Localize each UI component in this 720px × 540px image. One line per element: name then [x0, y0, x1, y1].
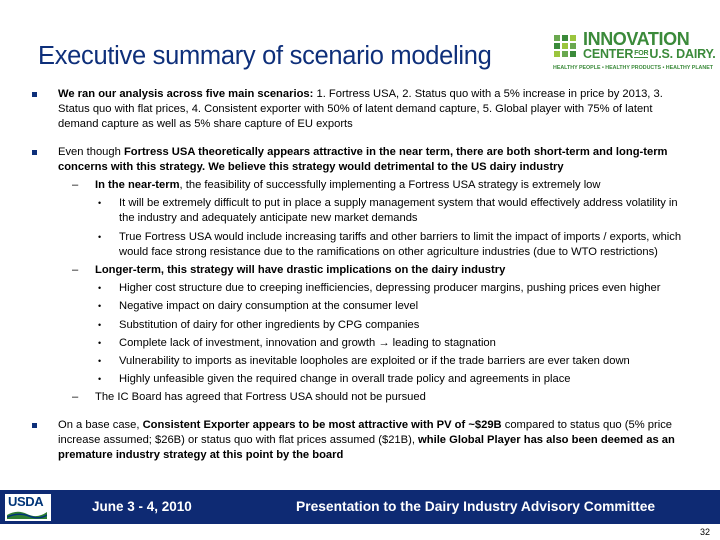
right-arrow-icon: →: [378, 336, 390, 349]
near-term-item: [30, 196, 692, 226]
longer-term-item-text: Highly unfeasible given the required change in overall trade policy and agreements in place: [119, 373, 571, 386]
dot-bullet-icon: •: [98, 356, 102, 367]
bullet-scenarios: [30, 87, 692, 133]
bullet-scenarios-bold: We ran our analysis across five main scenarios:: [58, 88, 314, 100]
longer-term-item: [30, 281, 692, 296]
near-term-item-text: True Fortress USA would include increasing tariffs and other barriers to limit the impact of imports / exports, which would face strong resistance due to the ramifications on other agriculture industries (due to WTO restrictions): [119, 230, 682, 258]
longer-term-item-stagnation: [30, 336, 692, 351]
near-term-item: [30, 230, 692, 260]
square-bullet-icon: [32, 92, 37, 97]
slide-content: [30, 87, 692, 463]
stagnation-post: leading to stagnation: [389, 336, 496, 349]
sub-longer-term-bold: Longer-term, this strategy will have drastic implications on the dairy industry: [95, 264, 506, 277]
sub-longer-term: [30, 263, 692, 278]
longer-term-item-text: Negative impact on dairy consumption at the consumer level: [119, 300, 419, 313]
bullet-base-case-mid: compared to status quo (5% price increase assumed; $26B) or status quo with flat prices assumed ($21B),: [58, 418, 673, 446]
bullet-base-case-pre: On a base case,: [58, 418, 143, 431]
sub-near-term-text: , the feasibility of successfully implementing a Fortress USA strategy is extremely low: [179, 179, 601, 192]
bullet-fortress-bold: Fortress USA theoretically appears attractive in the near term, there are both short-term and long-term concerns with this strategy. We believe this strategy would detrimental to the US dairy industry: [58, 145, 668, 173]
innovation-center-logo: [553, 29, 716, 74]
footer-date: June 3 - 4, 2010: [92, 499, 192, 514]
logo-usdairy-word: U.S. DAIRY.: [649, 47, 716, 61]
usda-wave-icon: [7, 509, 47, 519]
usda-logo-text: USDA: [8, 494, 44, 509]
logo-for-word: FOR: [634, 50, 649, 57]
dot-bullet-icon: •: [98, 283, 102, 294]
bullet-base-case-bold2: while Global Player has also been deemed as an premature industry strategy at this point by the board: [58, 433, 675, 462]
footer-presentation-title: Presentation to the Dairy Industry Advisory Committee: [296, 499, 656, 514]
bullet-fortress-pre: Even though: [58, 145, 124, 158]
bullet-base-case: [30, 418, 692, 464]
bullet-base-case-bold1: Consistent Exporter appears to be most attractive with PV of ~$29B: [142, 418, 502, 431]
page-number: 32: [700, 527, 711, 537]
longer-term-item-text: Vulnerability to imports as inevitable loopholes are exploited or if the trade barriers are ever taken down: [119, 355, 630, 368]
near-term-item-text: It will be extremely difficult to put in place a supply management system that would effectively address volatility in the industry and adequately anticipate new market demands: [119, 197, 678, 225]
dot-bullet-icon: •: [98, 301, 102, 312]
longer-term-item: [30, 318, 692, 333]
longer-term-item: [30, 354, 692, 369]
sub-board-agreed-text: The IC Board has agreed that Fortress USA should not be pursued: [95, 391, 426, 404]
stagnation-pre: Complete lack of investment, innovation and growth: [119, 336, 379, 349]
usda-logo: [5, 494, 51, 521]
dot-bullet-icon: •: [98, 231, 102, 242]
logo-wordmark-line1: INNOVATION: [583, 29, 690, 49]
longer-term-item-text: Higher cost structure due to creeping inefficiencies, depressing producer margins, pushing prices even higher: [119, 282, 661, 295]
dot-bullet-icon: •: [98, 374, 102, 385]
square-bullet-icon: [32, 150, 37, 155]
square-bullet-icon: [32, 423, 37, 428]
logo-wordmark-line2: [583, 47, 716, 61]
longer-term-item-text: Substitution of dairy for other ingredients by CPG companies: [119, 318, 420, 331]
logo-center-word: CENTER: [583, 47, 634, 61]
slide-title: Executive summary of scenario modeling: [38, 42, 492, 70]
bullet-fortress: [30, 145, 692, 175]
dot-bullet-icon: •: [98, 198, 102, 209]
longer-term-item: [30, 372, 692, 387]
sub-near-term: [30, 178, 692, 193]
sub-near-term-bold: In the near-term: [95, 179, 180, 192]
bullet-scenarios-text: 1. Fortress USA, 2. Status quo with a 5% increase in price by 2013, 3. Status quo with flat prices, 4. Consistent exporter with 50% of latent demand capture, 5. Global player with 75% of latent demand capture as well as 5% share capture of EU exports: [58, 88, 663, 131]
logo-tagline: HEALTHY PEOPLE • HEALTHY PRODUCTS • HEALTHY PLANET: [553, 65, 713, 71]
dash-bullet-icon: –: [72, 179, 79, 192]
dash-bullet-icon: –: [72, 391, 79, 404]
dot-bullet-icon: •: [98, 337, 102, 348]
footer-bar: [0, 490, 720, 524]
dot-bullet-icon: •: [98, 319, 102, 330]
longer-term-item: [30, 299, 692, 314]
dash-bullet-icon: –: [72, 264, 79, 277]
grid-logo-icon: [553, 33, 579, 63]
sub-board-agreed: [30, 390, 692, 405]
